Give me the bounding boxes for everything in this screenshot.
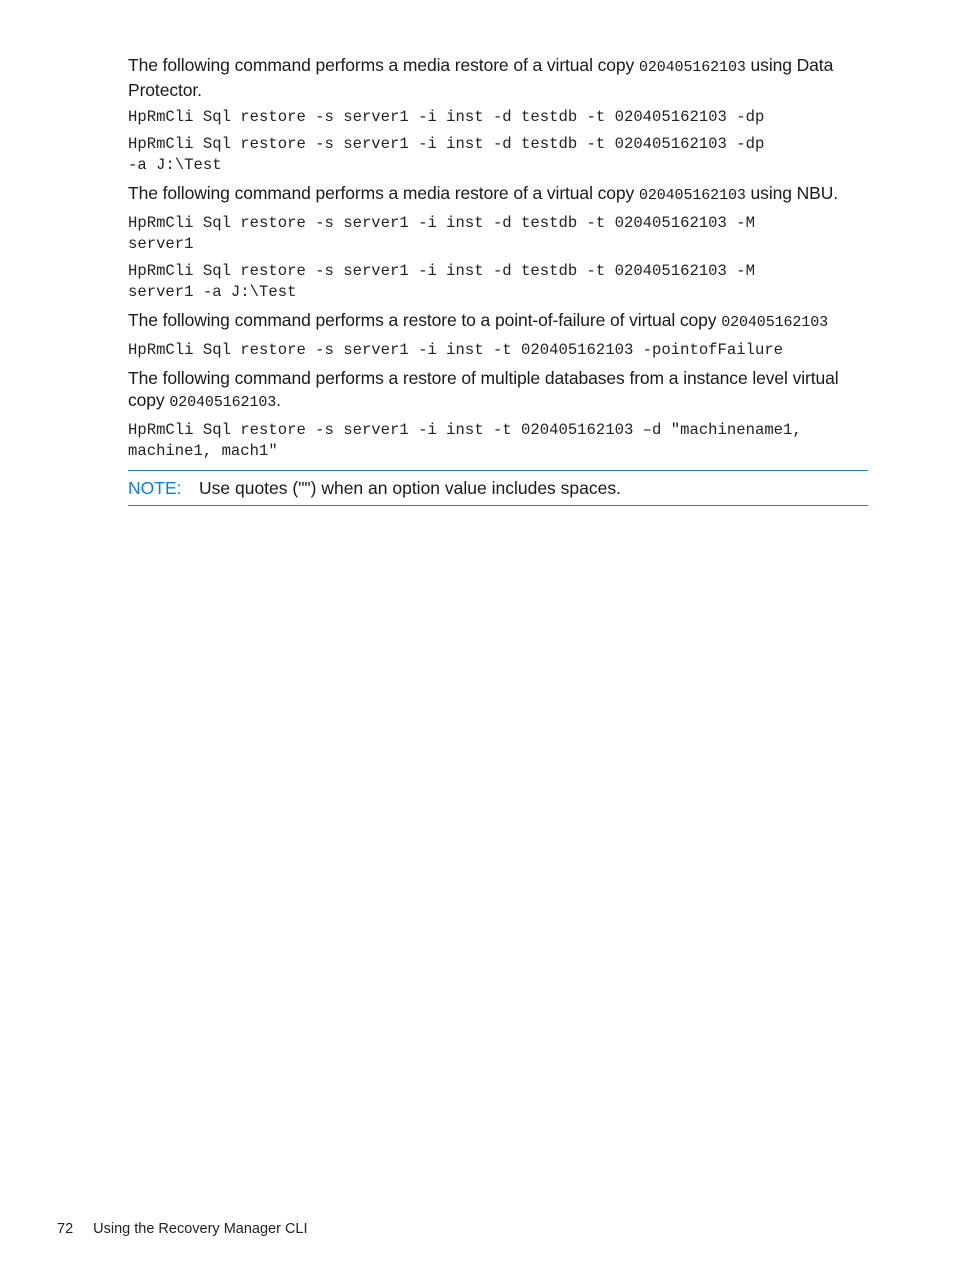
code-line: HpRmCli Sql restore -s server1 -i inst -d testdb -t 020405162103 -dp	[128, 108, 765, 126]
inline-code: 020405162103	[169, 394, 277, 411]
inline-code: 020405162103	[638, 187, 746, 204]
note-label: NOTE:	[128, 478, 182, 498]
text: The following command performs a media restore of a virtual copy	[128, 183, 639, 203]
page-number: 72	[57, 1221, 74, 1237]
footer-section-title: Using the Recovery Manager CLI	[93, 1221, 308, 1237]
code-line: HpRmCli Sql restore -s server1 -i inst -t 020405162103 -pointofFailure	[128, 341, 784, 359]
text: using Data Protector.	[128, 55, 834, 100]
text: The following command performs a media restore of a virtual copy	[128, 55, 639, 75]
page-footer	[57, 1221, 308, 1237]
code-line: HpRmCli Sql restore -s server1 -i inst -d testdb -t 020405162103 -M server1 -a J:\Test	[128, 262, 755, 301]
code-line: HpRmCli Sql restore -s server1 -i inst -d testdb -t 020405162103 -dp -a J:\Test	[128, 135, 765, 174]
page-content	[128, 54, 868, 506]
paragraph-multiple-databases	[128, 367, 868, 414]
text: The following command performs a restore to a point-of-failure of virtual copy	[128, 310, 722, 330]
code-line: HpRmCli Sql restore -s server1 -i inst -d testdb -t 020405162103 -M server1	[128, 214, 755, 253]
inline-code: 020405162103	[721, 314, 829, 331]
text: using NBU.	[745, 183, 839, 203]
text: .	[276, 390, 281, 410]
note-box	[128, 470, 868, 506]
code-line: HpRmCli Sql restore -s server1 -i inst -t 020405162103 –d "machinename1, machine1, mach1"	[128, 421, 802, 460]
inline-code: 020405162103	[638, 59, 746, 76]
note-text: Use quotes ("") when an option value includes spaces.	[199, 478, 621, 498]
paragraph-media-restore-dp	[128, 54, 868, 101]
paragraph-media-restore-nbu	[128, 182, 868, 207]
paragraph-point-of-failure	[128, 309, 868, 334]
text: The following command performs a restore of multiple databases from a instance level virtual copy	[128, 368, 839, 410]
